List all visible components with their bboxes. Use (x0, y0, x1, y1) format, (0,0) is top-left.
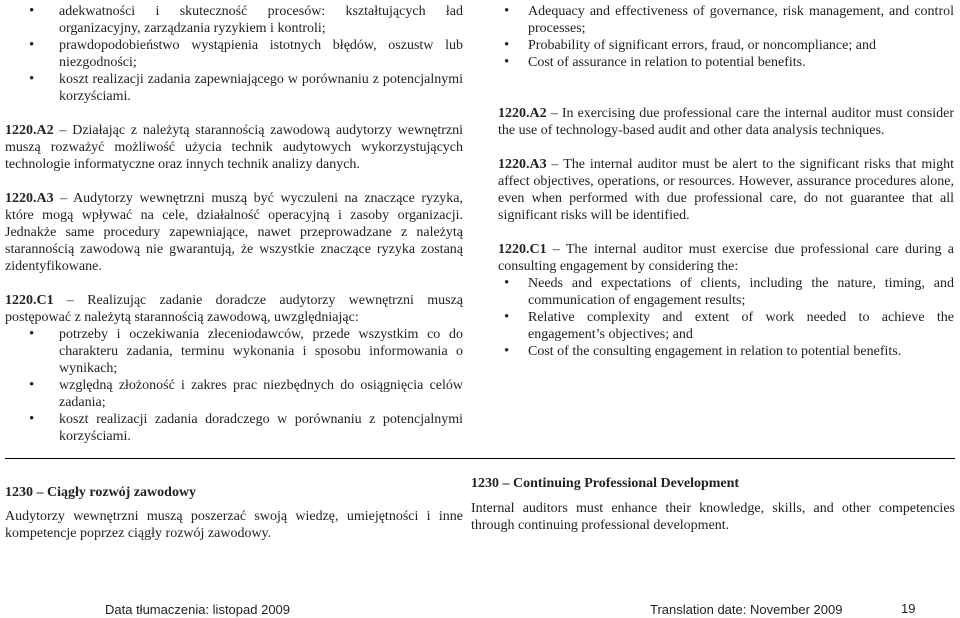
list-item: • prawdopodobieństwo wystąpienia istotnych błędów, oszustw lub niezgodności; (5, 37, 463, 71)
translation-date-polish: Data tłumaczenia: listopad 2009 (105, 602, 291, 617)
list-item: • adekwatności i skuteczność procesów: kształtujących ład organizacyjny, zarządzania ryzykiem i kontroli; (5, 3, 463, 37)
list-item: • względną złożoność i zakres prac niezbędnych do osiągnięcia celów zadania; (5, 377, 463, 411)
standard-1220-a2 (498, 105, 954, 139)
standard-1220-c1 (498, 241, 954, 275)
standard-number: 1220.A3 (5, 191, 54, 206)
list-item: • Relative complexity and extent of work needed to achieve the engagement’s objectives; and (498, 309, 954, 343)
standard-1220-a2 (5, 122, 463, 173)
standard-text: – Realizując zadanie doradcze audytorzy wewnętrzni muszą postępować z należytą starannością zawodową, uwzględniając: (5, 293, 463, 325)
standard-1230-text: Audytorzy wewnętrzni muszą poszerzać swoją wiedzę, umiejętności i inne kompetencje poprzez ciągły rozwój zawodowy. (5, 509, 463, 541)
standard-text: – Audytorzy wewnętrzni muszą być wyczuleni na znaczące ryzyka, które mogą wpływać na cele, działalność operacyjną i zasoby organizacji. Jednakże same procedury zapewniające, nawet przeprowadzane z należytą starannością zawodową nie gwarantują, że wszystkie znaczące ryzyka zostaną zidentyfikowane. (5, 191, 463, 274)
polish-column (5, 3, 463, 445)
page-number: 19 (901, 601, 916, 616)
standard-text: – The internal auditor must exercise due professional care during a consulting engagement by considering the: (498, 242, 954, 274)
list-item: • Probability of significant errors, fraud, or noncompliance; and (498, 37, 954, 54)
standard-1220-c1 (5, 292, 463, 326)
standard-1220-a3 (5, 190, 463, 275)
standard-number: 1220.C1 (498, 242, 547, 257)
list-item: • Cost of the consulting engagement in relation to potential benefits. (498, 343, 954, 360)
standard-1220-a3 (498, 156, 954, 224)
standard-number: 1220.A2 (498, 106, 547, 121)
section-divider (5, 458, 467, 459)
standard-number: 1220.A2 (5, 123, 54, 138)
c1-bullet-list (5, 326, 463, 445)
list-item: • Cost of assurance in relation to potential benefits. (498, 54, 954, 71)
section-divider (467, 458, 955, 459)
list-item: • Adequacy and effectiveness of governance, risk management, and control processes; (498, 3, 954, 37)
top-bullet-list (5, 3, 463, 105)
translation-date-english: Translation date: November 2009 (650, 602, 843, 617)
standard-number: 1220.C1 (5, 293, 54, 308)
standard-text: – The internal auditor must be alert to the significant risks that might affect objectives, operations, or resources. However, assurance procedures alone, even when performed with due professional care, do not guarantee that all significant risks will be identified. (498, 157, 954, 223)
list-item: • Needs and expectations of clients, including the nature, timing, and communication of engagement results; (498, 275, 954, 309)
standard-1230-title: 1230 – Ciągły rozwój zawodowy (5, 485, 197, 500)
top-bullet-list (498, 3, 954, 71)
english-column (498, 3, 954, 360)
list-item: • potrzeby i oczekiwania zleceniodawców, przede wszystkim co do charakteru zadania, terminu wykonania i sposobu informowania o wynikach; (5, 326, 463, 377)
list-item: • koszt realizacji zadania doradczego w porównaniu z potencjalnymi korzyściami. (5, 411, 463, 445)
standard-1230-title: 1230 – Continuing Professional Development (471, 476, 740, 491)
standard-number: 1220.A3 (498, 157, 547, 172)
standard-1230-text: Internal auditors must enhance their knowledge, skills, and other competencies through continuing professional development. (471, 501, 955, 533)
c1-bullet-list (498, 275, 954, 360)
standard-text: – Działając z należytą starannością zawodową audytorzy wewnętrzni muszą rozważyć możliwość użycia technik audytowych wykorzystujących technologie informatyczne oraz innych technik analizy danych. (5, 123, 463, 172)
standard-text: – In exercising due professional care the internal auditor must consider the use of technology-based audit and other data analysis techniques. (498, 106, 954, 138)
list-item: • koszt realizacji zadania zapewniającego w porównaniu z potencjalnymi korzyściami. (5, 71, 463, 105)
